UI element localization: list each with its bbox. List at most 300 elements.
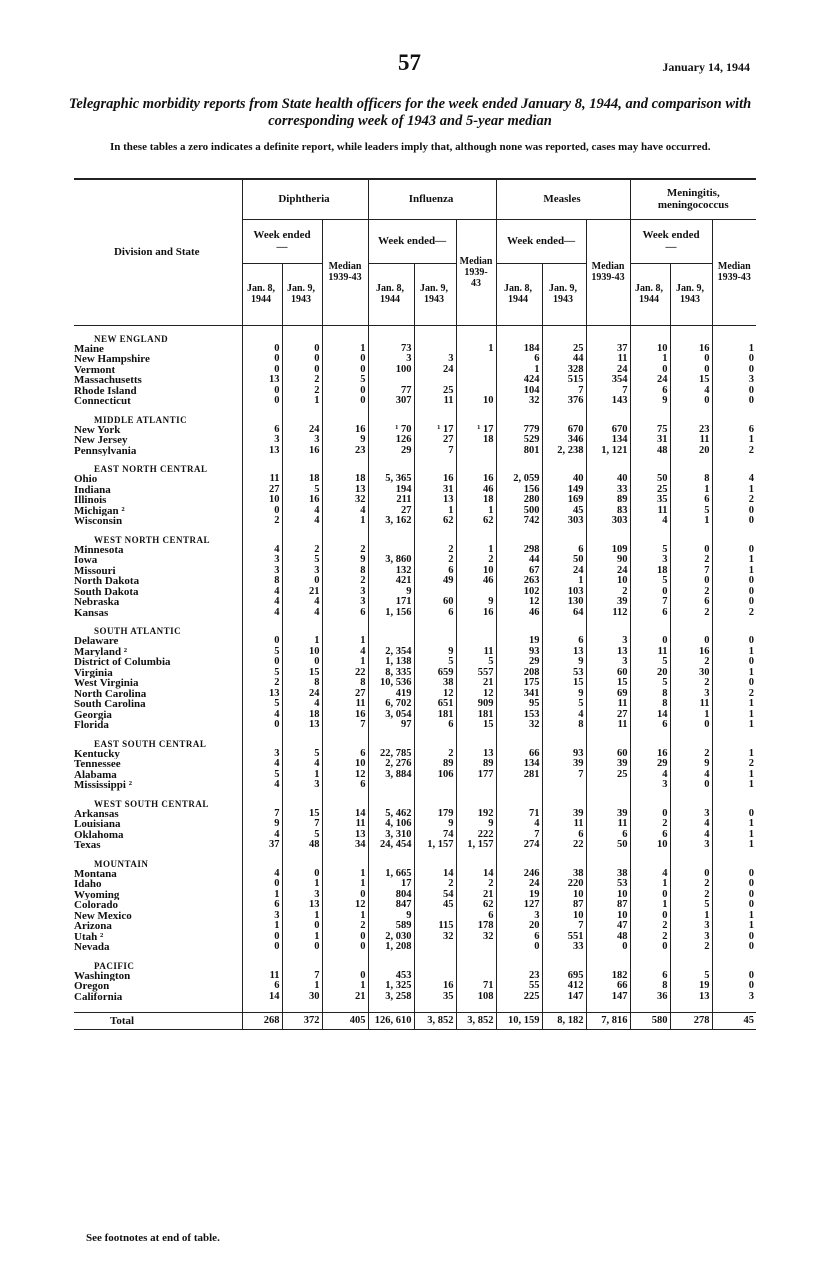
data-cell: 0 — [748, 576, 755, 586]
data-cell: 2 — [670, 608, 712, 619]
data-cell: 0 — [282, 869, 322, 880]
section-header — [74, 456, 756, 474]
empty-cell — [322, 618, 368, 636]
data-cell: 8 — [242, 576, 282, 587]
data-cell: 13 — [282, 900, 322, 911]
data-cell: 1, 665 — [368, 869, 414, 880]
data-cell: 1, 138 — [368, 657, 414, 668]
data-cell: 11 — [630, 506, 670, 517]
empty-cell — [496, 527, 542, 545]
data-cell: 74 — [414, 830, 456, 841]
empty-cell — [322, 953, 368, 971]
empty-cell — [670, 407, 712, 425]
empty-cell — [670, 325, 712, 344]
data-cell: 6, 702 — [368, 699, 414, 710]
total-cell: 3, 852 — [456, 1013, 496, 1030]
data-cell: 4 — [670, 770, 712, 781]
data-cell: 32 — [322, 495, 368, 506]
table-row — [74, 809, 756, 820]
data-cell: 10 — [542, 890, 586, 901]
empty-cell — [242, 731, 282, 749]
data-cell: 1 — [242, 890, 282, 901]
data-cell: 13 — [282, 720, 322, 731]
data-cell: 0 — [670, 780, 712, 791]
empty-cell — [322, 791, 368, 809]
section-label: MOUNTAIN — [74, 851, 242, 869]
data-cell: 7 — [322, 720, 368, 731]
data-cell: 36 — [630, 992, 670, 1003]
week-1944-header: Jan. 8, 1944 — [242, 263, 282, 325]
data-cell: 69 — [586, 689, 630, 700]
data-cell: 4 — [242, 710, 282, 721]
data-cell: 2 — [748, 688, 755, 699]
data-cell: 32 — [496, 720, 542, 731]
data-cell: 9 — [322, 555, 368, 566]
state-name: Missouri — [74, 566, 242, 577]
empty-cell — [368, 407, 414, 425]
data-cell: 1 — [496, 365, 542, 376]
data-cell: 77 — [368, 386, 414, 397]
table-row — [74, 576, 756, 587]
empty-cell — [496, 851, 542, 869]
empty-cell — [586, 325, 630, 344]
data-cell: 22, 785 — [368, 749, 414, 760]
data-cell: 83 — [586, 506, 630, 517]
data-cell: 10 — [456, 396, 496, 407]
data-cell: 5 — [282, 830, 322, 841]
data-cell: 112 — [586, 608, 630, 619]
data-cell: 0 — [242, 344, 282, 355]
data-cell: 5 — [630, 576, 670, 587]
data-cell: 3 — [586, 657, 630, 668]
data-cell: 515 — [542, 375, 586, 386]
data-cell: 2 — [670, 890, 712, 901]
section-header — [74, 527, 756, 545]
data-cell: 181 — [456, 710, 496, 721]
data-cell: 1 — [282, 770, 322, 781]
data-cell: 1 — [748, 829, 755, 840]
data-cell: 46 — [456, 485, 496, 496]
data-cell: 10 — [282, 647, 322, 658]
data-cell: 10 — [456, 566, 496, 577]
state-name: Nevada — [74, 942, 242, 953]
data-cell: 5, 365 — [368, 474, 414, 485]
total-cell: 372 — [282, 1013, 322, 1030]
data-cell: 1 — [322, 657, 368, 668]
data-cell: 12 — [456, 689, 496, 700]
data-cell: 2 — [414, 555, 456, 566]
data-cell: 7 — [542, 921, 586, 932]
data-cell: 18 — [456, 495, 496, 506]
data-cell: 1 — [322, 636, 368, 647]
data-cell: 0 — [748, 942, 755, 952]
data-cell: 39 — [586, 597, 630, 608]
data-cell: 298 — [496, 545, 542, 556]
data-cell: 2 — [630, 932, 670, 943]
empty-cell — [242, 791, 282, 809]
state-name: Utah ² — [74, 932, 242, 943]
empty-cell — [414, 851, 456, 869]
empty-cell — [630, 618, 670, 636]
data-cell: 4 — [242, 830, 282, 841]
data-cell: 16 — [322, 710, 368, 721]
data-cell: 0 — [748, 808, 755, 819]
diphtheria-header: Diphtheria — [242, 179, 368, 219]
data-cell: 5 — [282, 485, 322, 496]
data-cell: 3 — [670, 840, 712, 851]
data-cell: 0 — [242, 932, 282, 943]
data-cell: 3 — [282, 780, 322, 791]
data-cell: 2 — [670, 942, 712, 953]
table-row — [74, 545, 756, 556]
data-cell: 6 — [630, 386, 670, 397]
data-cell: 9 — [368, 587, 414, 598]
data-cell: 0 — [282, 576, 322, 587]
table-body — [74, 325, 756, 1030]
state-name: North Carolina — [74, 689, 242, 700]
empty-cell — [322, 456, 368, 474]
data-cell: 147 — [586, 992, 630, 1003]
data-cell: 263 — [496, 576, 542, 587]
data-cell: 1 — [748, 819, 755, 829]
data-cell: 0 — [630, 942, 670, 953]
data-cell: 23 — [496, 971, 542, 982]
data-cell: 328 — [542, 365, 586, 376]
data-cell: 246 — [496, 869, 542, 880]
data-cell: 16 — [670, 647, 712, 658]
empty-cell — [456, 791, 496, 809]
data-cell: 12 — [414, 689, 456, 700]
total-cell: 3, 852 — [414, 1013, 456, 1030]
data-cell: 9 — [670, 759, 712, 770]
table-row — [74, 506, 756, 517]
empty-cell — [368, 953, 414, 971]
table-row — [74, 720, 756, 731]
data-cell: 75 — [630, 425, 670, 436]
data-cell: 5 — [242, 647, 282, 658]
data-cell: 2 — [322, 921, 368, 932]
data-cell: 1 — [748, 780, 755, 790]
data-cell: 21 — [322, 992, 368, 1003]
data-cell: 179 — [414, 809, 456, 820]
data-cell: 66 — [496, 749, 542, 760]
total-cell: 7, 816 — [586, 1013, 630, 1030]
data-cell: 15 — [282, 809, 322, 820]
data-cell: 3 — [242, 911, 282, 922]
data-cell: 2 — [748, 445, 755, 456]
data-cell: 25 — [414, 386, 456, 397]
data-cell: 46 — [496, 608, 542, 619]
data-cell: 6 — [630, 830, 670, 841]
data-cell: 18 — [322, 474, 368, 485]
data-cell: 15 — [456, 720, 496, 731]
empty-cell — [670, 1002, 712, 1013]
data-cell: 67 — [496, 566, 542, 577]
data-cell: 3 — [414, 354, 456, 365]
data-cell: 1 — [748, 343, 755, 354]
data-cell: 7 — [282, 819, 322, 830]
empty-cell — [630, 731, 670, 749]
data-cell: 2 — [630, 921, 670, 932]
table-row — [74, 830, 756, 841]
data-cell: 6 — [322, 608, 368, 619]
state-name: Nebraska — [74, 597, 242, 608]
data-cell: 5 — [414, 657, 456, 668]
data-cell: 5 — [670, 506, 712, 517]
data-cell: 4 — [282, 516, 322, 527]
data-cell: 4 — [242, 545, 282, 556]
empty-cell — [496, 731, 542, 749]
empty-cell — [322, 325, 368, 344]
table-row — [74, 657, 756, 668]
data-cell: 50 — [630, 474, 670, 485]
data-cell: 4 — [282, 597, 322, 608]
data-cell: 39 — [542, 759, 586, 770]
empty-cell — [586, 731, 630, 749]
data-cell: 7 — [542, 770, 586, 781]
data-cell: 89 — [586, 495, 630, 506]
data-cell: 3 — [242, 566, 282, 577]
data-cell: 2 — [414, 879, 456, 890]
data-cell — [368, 636, 414, 647]
data-cell: 8 — [322, 678, 368, 689]
state-name: Indiana — [74, 485, 242, 496]
total-cell: 45 — [712, 1013, 756, 1030]
data-cell: 44 — [542, 354, 586, 365]
table-row — [74, 992, 756, 1003]
data-cell: 6 — [542, 636, 586, 647]
data-cell: 27 — [322, 689, 368, 700]
data-cell: 2 — [414, 545, 456, 556]
data-cell: 53 — [586, 879, 630, 890]
data-cell: 3 — [748, 375, 755, 385]
data-cell: 208 — [496, 668, 542, 679]
data-cell: 24, 454 — [368, 840, 414, 851]
data-cell: 8 — [542, 720, 586, 731]
data-cell: 0 — [242, 386, 282, 397]
data-cell: 18 — [630, 566, 670, 577]
empty-cell — [712, 731, 756, 749]
data-cell: 779 — [496, 425, 542, 436]
data-cell — [456, 375, 496, 386]
state-name: North Dakota — [74, 576, 242, 587]
measles-header: Measles — [496, 179, 630, 219]
data-cell: 0 — [748, 868, 755, 879]
issue-date: January 14, 1944 — [662, 60, 750, 74]
data-cell: 8 — [322, 566, 368, 577]
data-cell: 24 — [282, 689, 322, 700]
data-cell: 5 — [242, 699, 282, 710]
data-cell: 0 — [630, 587, 670, 598]
data-cell: 0 — [282, 942, 322, 953]
table-row — [74, 555, 756, 566]
data-cell: 11 — [414, 396, 456, 407]
table-row — [74, 890, 756, 901]
data-cell: 5 — [282, 749, 322, 760]
table-row — [74, 981, 756, 992]
data-cell: 55 — [496, 981, 542, 992]
section-header — [74, 325, 756, 344]
data-cell: 7 — [496, 830, 542, 841]
empty-cell — [586, 618, 630, 636]
data-cell: 376 — [542, 396, 586, 407]
data-cell: 3 — [670, 932, 712, 943]
spacer-row — [74, 1002, 756, 1013]
state-name: Kentucky — [74, 749, 242, 760]
data-cell: 11 — [242, 474, 282, 485]
data-cell: 13 — [322, 485, 368, 496]
section-label: NEW ENGLAND — [74, 325, 242, 344]
data-cell: 64 — [542, 608, 586, 619]
data-cell: 4 — [282, 608, 322, 619]
empty-cell — [496, 953, 542, 971]
table-row — [74, 689, 756, 700]
data-cell: 4 — [670, 386, 712, 397]
data-cell: 0 — [242, 879, 282, 890]
state-name: Connecticut — [74, 396, 242, 407]
data-cell: 48 — [586, 932, 630, 943]
data-cell: 2 — [586, 587, 630, 598]
data-cell: 16 — [630, 749, 670, 760]
table-row — [74, 587, 756, 598]
empty-cell — [542, 953, 586, 971]
data-cell: 6 — [414, 566, 456, 577]
empty-cell — [670, 851, 712, 869]
week-1943-header: Jan. 9, 1943 — [282, 263, 322, 325]
data-cell: 2 — [242, 678, 282, 689]
empty-cell — [322, 527, 368, 545]
data-cell: 47 — [586, 921, 630, 932]
data-cell: 24 — [282, 425, 322, 436]
empty-cell — [414, 527, 456, 545]
data-cell: 71 — [456, 981, 496, 992]
total-cell: 405 — [322, 1013, 368, 1030]
data-cell: 4 — [242, 759, 282, 770]
data-cell: 4 — [670, 830, 712, 841]
empty-cell — [414, 953, 456, 971]
total-cell: 268 — [242, 1013, 282, 1030]
empty-cell — [586, 851, 630, 869]
empty-cell — [542, 1002, 586, 1013]
data-cell: 35 — [414, 992, 456, 1003]
data-cell: 659 — [414, 668, 456, 679]
data-cell: 177 — [456, 770, 496, 781]
empty-cell — [456, 731, 496, 749]
data-cell: 3, 310 — [368, 830, 414, 841]
data-cell: 62 — [456, 516, 496, 527]
data-cell: 18 — [282, 474, 322, 485]
data-cell: 424 — [496, 375, 542, 386]
data-cell — [456, 354, 496, 365]
data-cell: 7 — [542, 386, 586, 397]
table-row — [74, 699, 756, 710]
data-cell: 1 — [282, 981, 322, 992]
data-cell: 194 — [368, 485, 414, 496]
data-cell: 0 — [630, 636, 670, 647]
table-row — [74, 435, 756, 446]
data-cell: 1 — [670, 516, 712, 527]
data-cell — [414, 942, 456, 953]
data-cell: 0 — [670, 396, 712, 407]
table-row — [74, 485, 756, 496]
footnote: See footnotes at end of table. — [86, 1232, 220, 1244]
data-cell: 87 — [542, 900, 586, 911]
empty-cell — [586, 953, 630, 971]
data-cell: 0 — [748, 516, 755, 526]
data-cell: 0 — [748, 981, 755, 991]
empty-cell — [282, 325, 322, 344]
data-cell: 16 — [414, 474, 456, 485]
data-cell: 39 — [586, 809, 630, 820]
data-cell: 2, 276 — [368, 759, 414, 770]
data-cell: 109 — [586, 545, 630, 556]
data-cell: 32 — [496, 396, 542, 407]
data-cell: 10 — [586, 576, 630, 587]
data-cell: 19 — [496, 890, 542, 901]
data-cell: 25 — [630, 485, 670, 496]
data-cell: 4 — [282, 759, 322, 770]
data-cell: 6 — [242, 900, 282, 911]
state-name: Oklahoma — [74, 830, 242, 841]
data-cell: 2 — [282, 545, 322, 556]
table-row — [74, 647, 756, 658]
empty-cell — [586, 456, 630, 474]
data-cell: 4 — [242, 587, 282, 598]
data-cell: 31 — [414, 485, 456, 496]
data-cell: 557 — [456, 668, 496, 679]
data-cell: 130 — [542, 597, 586, 608]
state-name: Oregon — [74, 981, 242, 992]
data-cell: 1, 121 — [586, 446, 630, 457]
data-cell: 95 — [496, 699, 542, 710]
data-cell: 1 — [456, 506, 496, 517]
data-cell: 11 — [456, 647, 496, 658]
state-name: Minnesota — [74, 545, 242, 556]
data-cell: 1, 325 — [368, 981, 414, 992]
section-label: WEST SOUTH CENTRAL — [74, 791, 242, 809]
empty-cell — [712, 325, 756, 344]
empty-cell — [368, 456, 414, 474]
empty-cell — [630, 851, 670, 869]
data-cell: 0 — [748, 931, 755, 942]
data-cell: 3 — [748, 991, 755, 1002]
empty-cell — [282, 527, 322, 545]
data-cell: 106 — [414, 770, 456, 781]
data-cell: 10 — [542, 911, 586, 922]
table-row — [74, 375, 756, 386]
median-header: Median 1939-43 — [717, 261, 751, 283]
empty-cell — [322, 1002, 368, 1013]
data-cell: 24 — [496, 879, 542, 890]
state-name: Vermont — [74, 365, 242, 376]
data-cell: 16 — [414, 981, 456, 992]
data-cell: 35 — [630, 495, 670, 506]
empty-cell — [282, 851, 322, 869]
data-cell: 1 — [670, 710, 712, 721]
empty-cell — [456, 618, 496, 636]
data-cell: 10 — [586, 890, 630, 901]
data-cell: 9 — [414, 647, 456, 658]
data-cell: 7 — [670, 566, 712, 577]
data-cell: 5 — [670, 971, 712, 982]
data-cell: 13 — [242, 375, 282, 386]
empty-cell — [282, 407, 322, 425]
empty-cell — [368, 325, 414, 344]
empty-cell — [242, 407, 282, 425]
data-cell — [456, 780, 496, 791]
data-cell: 0 — [322, 932, 368, 943]
data-cell: 2 — [630, 819, 670, 830]
